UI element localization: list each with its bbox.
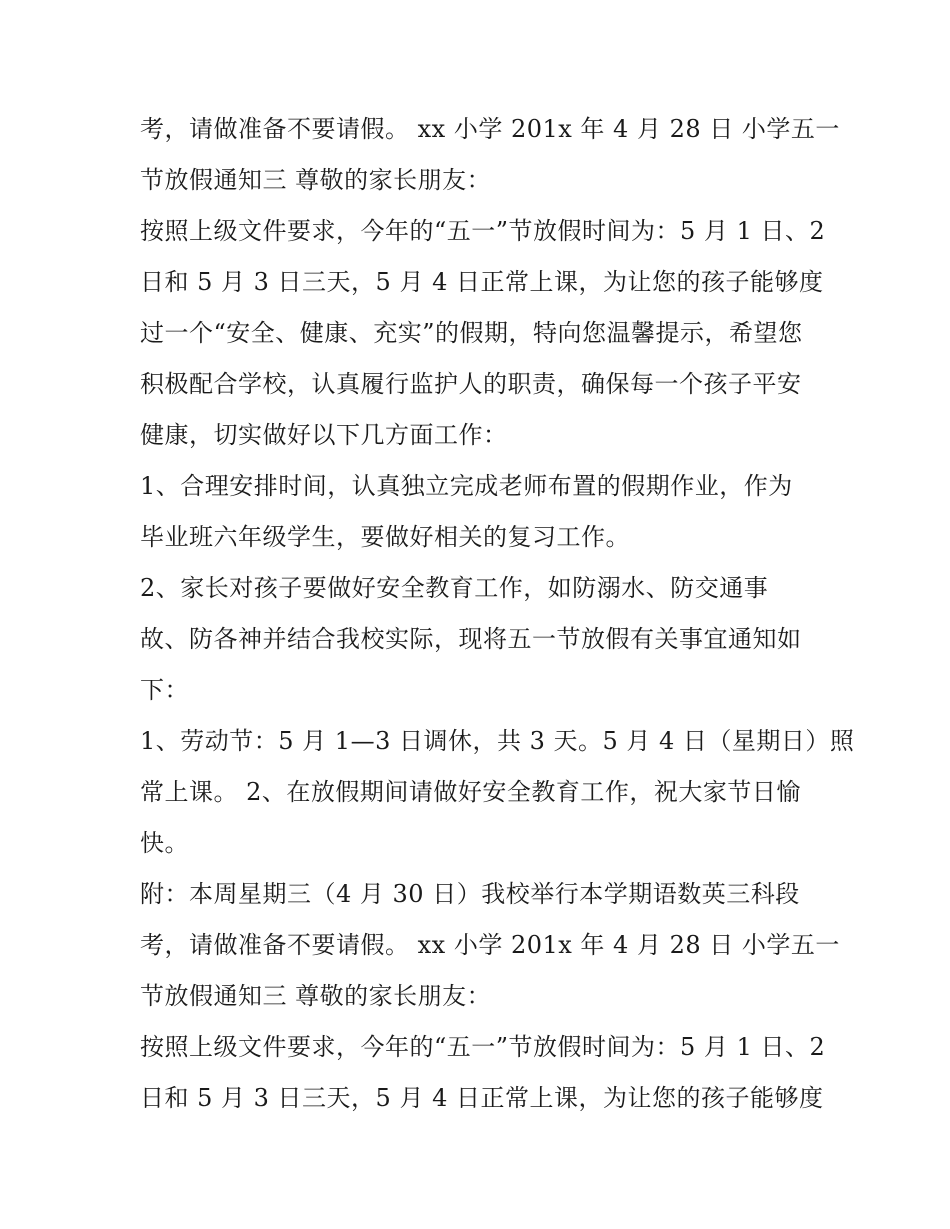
text-line: 附：本周星期三（4 月 30 日）我校举行本学期语数英三科段 <box>140 880 800 908</box>
text-line: 考，请做准备不要请假。 xx 小学 201x 年 4 月 28 日 小学五一 <box>140 931 840 959</box>
text-line: 节放假通知三 尊敬的家长朋友： <box>140 982 492 1010</box>
text-line: 2、家长对孩子要做好安全教育工作，如防溺水、防交通事 <box>140 574 769 602</box>
text-line: 节放假通知三 尊敬的家长朋友： <box>140 166 492 194</box>
text-line: 日和 5 月 3 日三天，5 月 4 日正常上课，为让您的孩子能够度 <box>140 268 824 296</box>
text-line: 积极配合学校，认真履行监护人的职责，确保每一个孩子平安 <box>140 370 802 398</box>
text-line: 日和 5 月 3 日三天，5 月 4 日正常上课，为让您的孩子能够度 <box>140 1084 824 1112</box>
text-line: 考，请做准备不要请假。 xx 小学 201x 年 4 月 28 日 小学五一 <box>140 115 840 143</box>
text-line: 按照上级文件要求，今年的“五一”节放假时间为：5 月 1 日、2 <box>140 1033 826 1061</box>
text-line: 过一个“安全、健康、充实”的假期，特向您温馨提示，希望您 <box>140 319 803 347</box>
text-line: 1、劳动节：5 月 1—3 日调休，共 3 天。5 月 4 日（星期日）照 <box>140 727 855 755</box>
text-line: 1、合理安排时间，认真独立完成老师布置的假期作业，作为 <box>140 472 793 500</box>
document-body <box>140 104 855 1124</box>
text-line: 快。 <box>140 829 189 857</box>
text-line: 故、防各神并结合我校实际，现将五一节放假有关事宜通知如 <box>140 625 802 653</box>
text-line: 毕业班六年级学生，要做好相关的复习工作。 <box>140 523 630 551</box>
text-line: 按照上级文件要求，今年的“五一”节放假时间为：5 月 1 日、2 <box>140 217 826 245</box>
text-line: 下： <box>140 676 189 704</box>
text-line: 常上课。 2、在放假期间请做好安全教育工作，祝大家节日愉 <box>140 778 801 806</box>
text-line: 健康，切实做好以下几方面工作： <box>140 421 508 449</box>
